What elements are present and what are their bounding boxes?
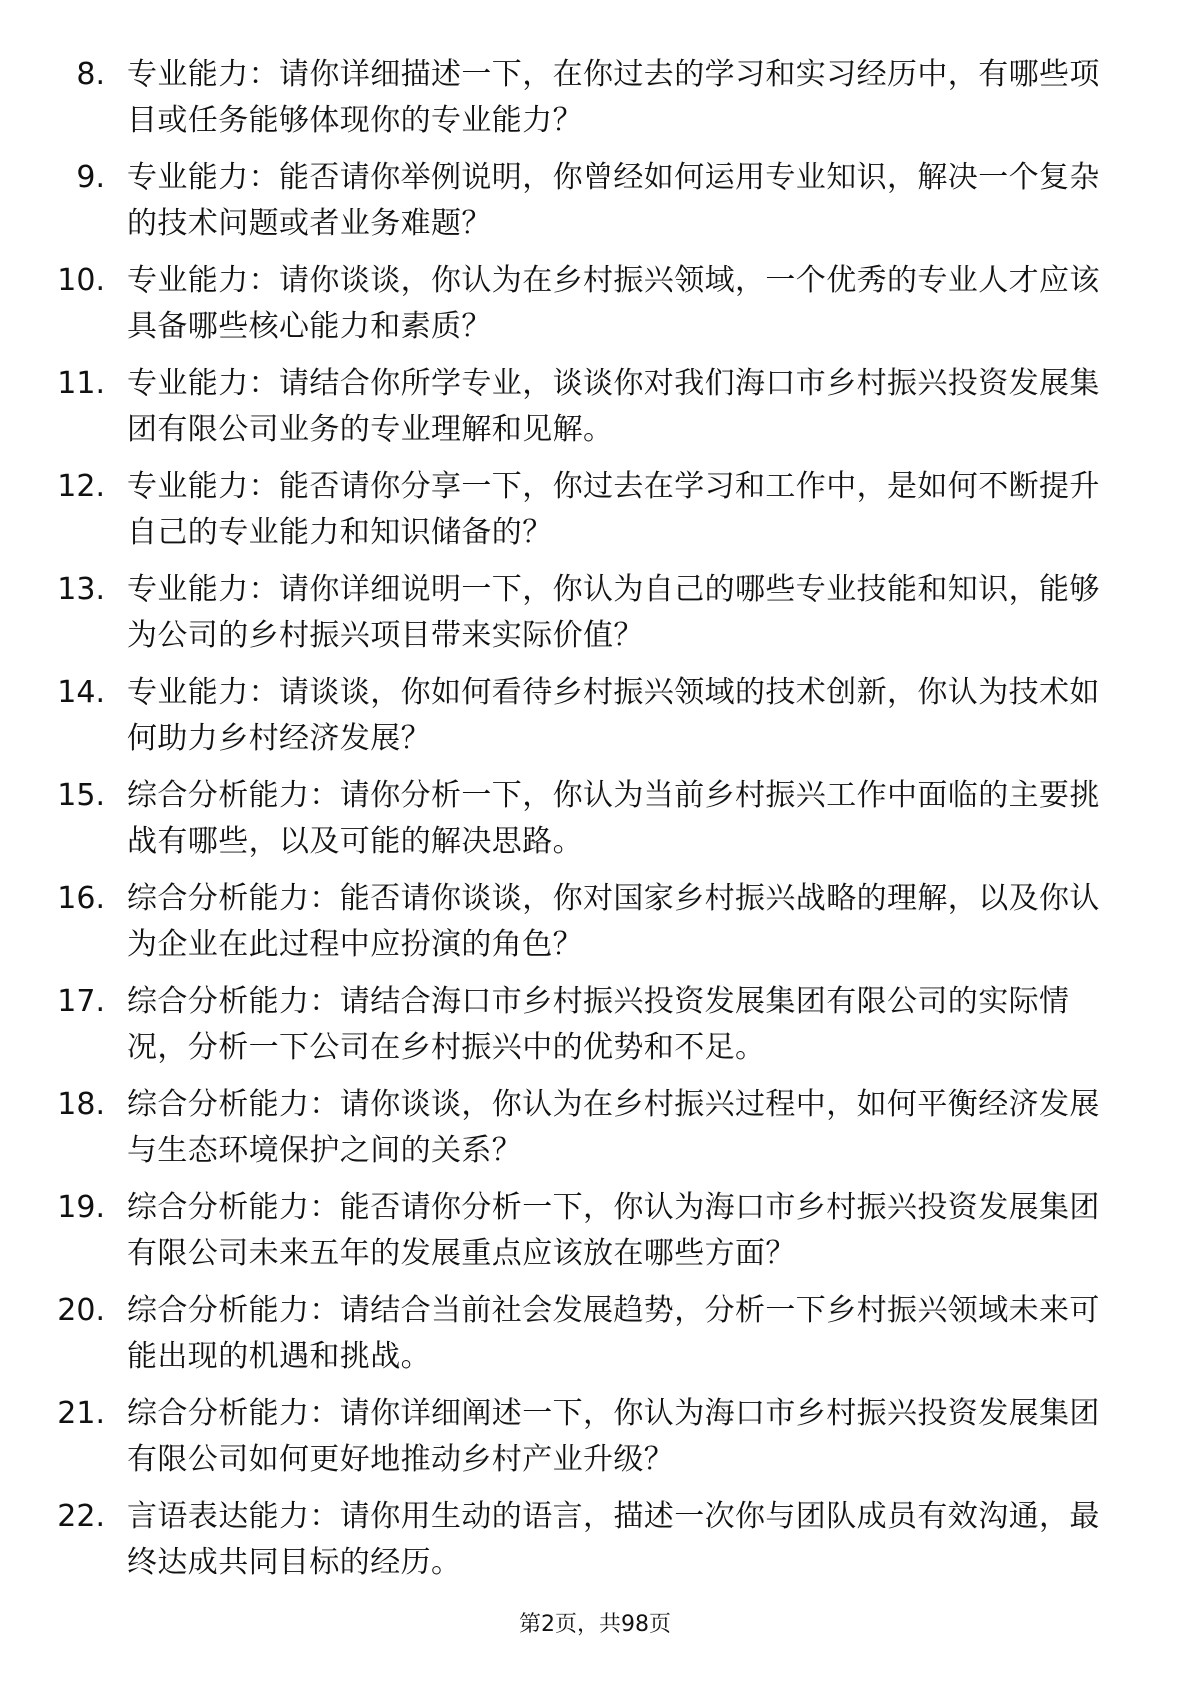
- question-number: 19.: [57, 1190, 105, 1225]
- question-text: 专业能力：请你详细说明一下，你认为自己的哪些专业技能和知识，能够为公司的乡村振兴项目带来实际价值？: [127, 572, 1100, 653]
- question-text: 综合分析能力：能否请你谈谈，你对国家乡村振兴战略的理解，以及你认为企业在此过程中应扮演的角色？: [127, 881, 1100, 962]
- question-item: [0, 971, 1190, 1074]
- question-number: 15.: [57, 778, 105, 813]
- page-number: 第2页，共98页: [519, 1612, 671, 1637]
- question-text: 专业能力：能否请你举例说明，你曾经如何运用专业知识，解决一个复杂的技术问题或者业务难题？: [127, 160, 1100, 241]
- question-item: [0, 1280, 1190, 1383]
- question-item: [0, 1177, 1190, 1280]
- question-item: [0, 1074, 1190, 1177]
- question-number: 22.: [57, 1499, 105, 1534]
- question-number: 20.: [57, 1293, 105, 1328]
- question-number: 14.: [57, 675, 105, 710]
- question-text: 综合分析能力：请结合海口市乡村振兴投资发展集团有限公司的实际情况，分析一下公司在乡村振兴中的优势和不足。: [127, 984, 1070, 1065]
- question-number: 18.: [57, 1087, 105, 1122]
- question-item: [0, 662, 1190, 765]
- question-text: 综合分析能力：请你谈谈，你认为在乡村振兴过程中，如何平衡经济发展与生态环境保护之间的关系？: [127, 1087, 1100, 1168]
- question-number: 8.: [76, 57, 105, 92]
- question-number: 17.: [57, 984, 105, 1019]
- question-text: 综合分析能力：能否请你分析一下，你认为海口市乡村振兴投资发展集团有限公司未来五年的发展重点应该放在哪些方面？: [127, 1190, 1100, 1271]
- question-item: [0, 44, 1190, 147]
- question-item: [0, 1486, 1190, 1589]
- question-item: [0, 765, 1190, 868]
- question-number: 9.: [76, 160, 105, 195]
- question-text: 综合分析能力：请你详细阐述一下，你认为海口市乡村振兴投资发展集团有限公司如何更好地推动乡村产业升级？: [127, 1396, 1100, 1477]
- question-item: [0, 250, 1190, 353]
- question-number: 12.: [57, 469, 105, 504]
- question-number: 10.: [57, 263, 105, 298]
- question-item: [0, 353, 1190, 456]
- question-text: 专业能力：请你详细描述一下，在你过去的学习和实习经历中，有哪些项目或任务能够体现你的专业能力？: [127, 57, 1100, 138]
- question-text: 专业能力：能否请你分享一下，你过去在学习和工作中，是如何不断提升自己的专业能力和知识储备的？: [127, 469, 1100, 550]
- question-text: 综合分析能力：请你分析一下，你认为当前乡村振兴工作中面临的主要挑战有哪些，以及可能的解决思路。: [127, 778, 1100, 859]
- question-item: [0, 559, 1190, 662]
- question-number: 16.: [57, 881, 105, 916]
- question-text: 专业能力：请谈谈，你如何看待乡村振兴领域的技术创新，你认为技术如何助力乡村经济发展？: [127, 675, 1100, 756]
- question-number: 13.: [57, 572, 105, 607]
- question-text: 综合分析能力：请结合当前社会发展趋势，分析一下乡村振兴领域未来可能出现的机遇和挑战。: [127, 1293, 1100, 1374]
- question-text: 专业能力：请你谈谈，你认为在乡村振兴领域，一个优秀的专业人才应该具备哪些核心能力和素质？: [127, 263, 1100, 344]
- question-text: 专业能力：请结合你所学专业，谈谈你对我们海口市乡村振兴投资发展集团有限公司业务的专业理解和见解。: [127, 366, 1100, 447]
- question-item: [0, 456, 1190, 559]
- question-item: [0, 868, 1190, 971]
- question-item: [0, 147, 1190, 250]
- question-number: 11.: [57, 366, 105, 401]
- question-list: [0, 44, 1190, 1589]
- question-text: 言语表达能力：请你用生动的语言，描述一次你与团队成员有效沟通，最终达成共同目标的经历。: [127, 1499, 1100, 1580]
- question-item: [0, 1383, 1190, 1486]
- question-number: 21.: [57, 1396, 105, 1431]
